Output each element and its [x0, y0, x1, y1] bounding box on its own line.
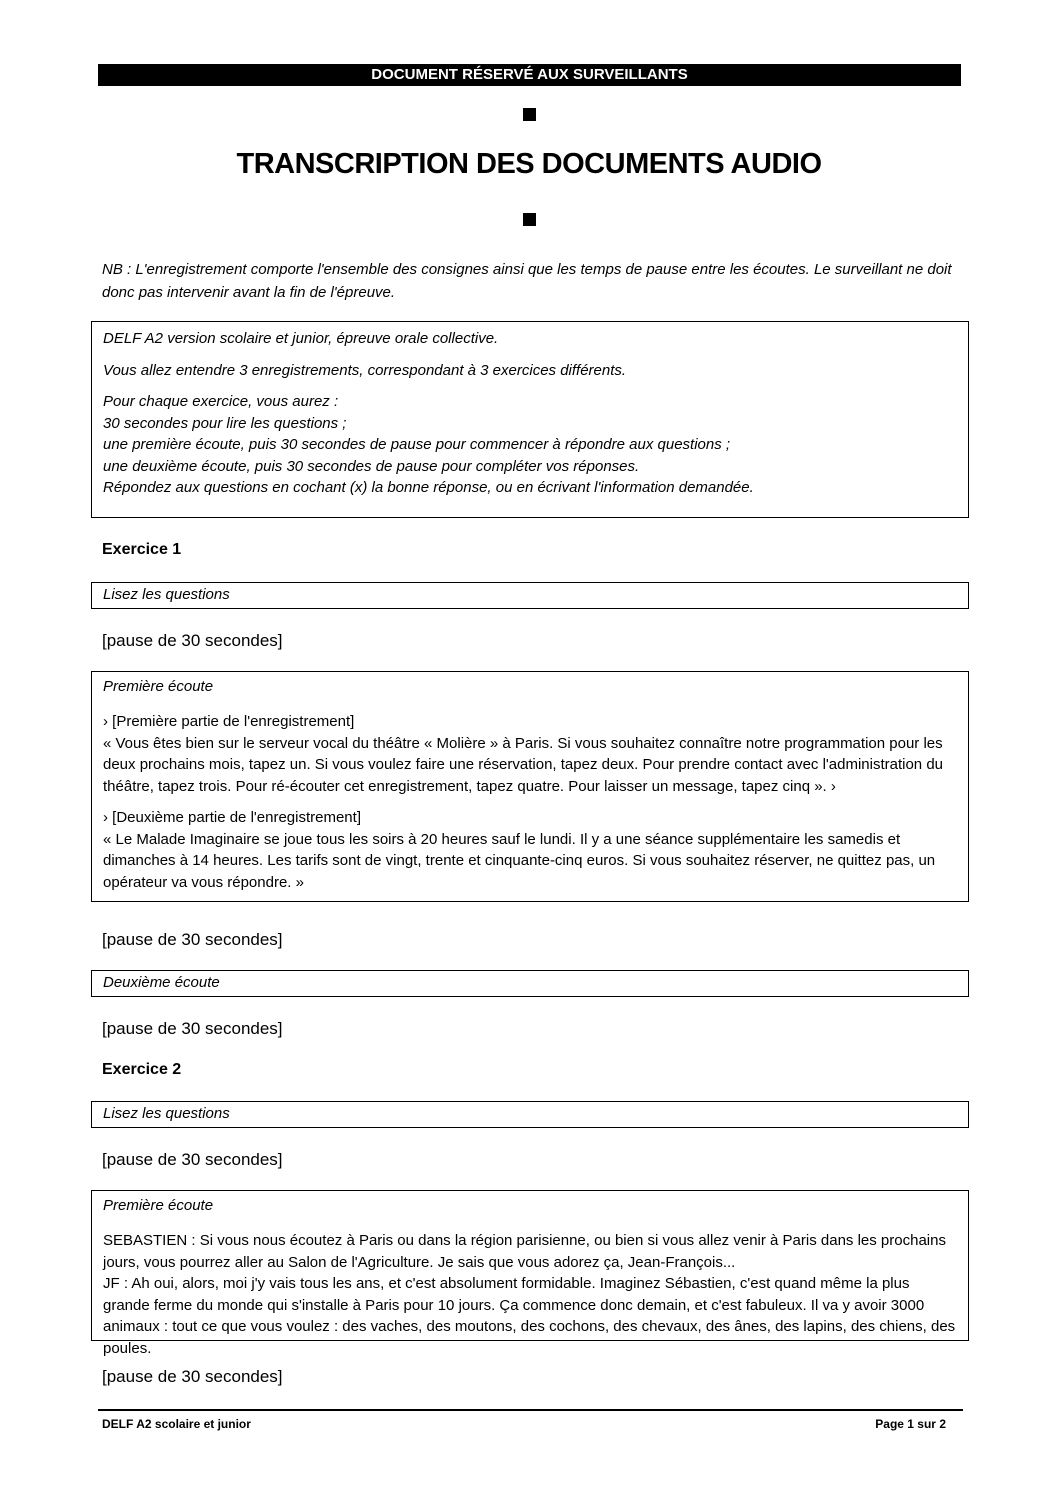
instructions-line: Vous allez entendre 3 enregistrements, correspondant à 3 exercices différents. [103, 361, 627, 379]
first-listening-box [91, 671, 969, 902]
footer-divider [98, 1409, 963, 1411]
exercise-1-heading: Exercice 1 [102, 541, 182, 558]
transcript-text: JF : Ah oui, alors, moi j'y vais tous les ans, et c'est absolument formidable. Imaginez Sébastien, c'est quand même la plus grande ferme du monde qui s'installe à Paris pour 10 jours. Ça commence donc demain, et c'est fabuleux. Il va y avoir 3000 animaux : tout ce que vous voulez : des vaches, des moutons, des cochons, des chevaux, des ânes, des lapins, des chiens, des poules. [103, 1275, 956, 1357]
transcript-text: « Le Malade Imaginaire se joue tous les soirs à 20 heures sauf le lundi. Il y a une séance supplémentaire les samedis et dimanches à 14 heures. Les tarifs sont de vingt, trente et cinquante-cinq euros. Si vous souhaitez réserver, ne quittez pas, un opérateur va vous répondre. » [103, 830, 936, 891]
pause-text: [pause de 30 secondes] [102, 1019, 283, 1038]
square-bullet-icon [523, 108, 536, 121]
box-label: Première écoute [103, 1197, 214, 1214]
instructions-line: DELF A2 version scolaire et junior, épreuve orale collective. [103, 330, 499, 347]
reserved-banner: DOCUMENT RÉSERVÉ AUX SURVEILLANTS [98, 64, 961, 86]
pause-text: [pause de 30 secondes] [102, 1367, 283, 1386]
footer-left: DELF A2 scolaire et junior [102, 1417, 251, 1431]
pause-text: [pause de 30 secondes] [102, 1150, 283, 1169]
second-listening-box: Deuxième écoute [91, 970, 969, 997]
page-title: TRANSCRIPTION DES DOCUMENTS AUDIO [236, 148, 822, 180]
read-questions-box: Lisez les questions [91, 582, 969, 609]
transcript-text: SEBASTIEN : Si vous nous écoutez à Paris ou dans la région parisienne, ou bien si vous allez venir à Paris dans les prochains jours, vous pourrez aller au Salon de l'Agriculture. Je sais que vous adorez ça, Jean-François... [103, 1232, 946, 1271]
instructions-line: une deuxième écoute, puis 30 secondes de pause pour compléter vos réponses. [103, 457, 640, 475]
part-title: › [Première partie de l'enregistrement] [103, 713, 355, 730]
instructions-line: 30 secondes pour lire les questions ; [103, 414, 347, 432]
pause-text: [pause de 30 secondes] [102, 631, 283, 650]
exercise-2-heading: Exercice 2 [102, 1061, 182, 1078]
instructions-line: Pour chaque exercice, vous aurez : [103, 393, 339, 410]
instructions-box [91, 321, 969, 518]
read-questions-box: Lisez les questions [91, 1101, 969, 1128]
instructions-line: une première écoute, puis 30 secondes de pause pour commencer à répondre aux questions ; [103, 436, 731, 453]
nb-note: NB : L'enregistrement comporte l'ensemble des consignes ainsi que les temps de pause entre les écoutes. Le surveillant ne doit donc pas intervenir avant la fin de l'épreuve. [102, 261, 952, 301]
pause-text: [pause de 30 secondes] [102, 930, 283, 949]
instructions-line: Répondez aux questions en cochant (x) la bonne réponse, ou en écrivant l'information demandée. [103, 479, 754, 496]
page-number: Page 1 sur 2 [875, 1417, 946, 1431]
transcript-text: « Vous êtes bien sur le serveur vocal du théâtre « Molière » à Paris. Si vous souhaitez connaître notre programmation pour les deux prochains mois, tapez un. Si vous voulez faire une réservation, tapez deux. Pour prendre contact avec l'administration du théâtre, tapez trois. Pour ré-écouter cet enregistrement, tapez quatre. Pour laisser un message, tapez cinq ». › [103, 734, 943, 795]
part-title: › [Deuxième partie de l'enregistrement] [103, 809, 361, 826]
box-label: Première écoute [103, 678, 214, 695]
first-listening-box [91, 1190, 969, 1357]
square-bullet-icon [523, 213, 536, 226]
